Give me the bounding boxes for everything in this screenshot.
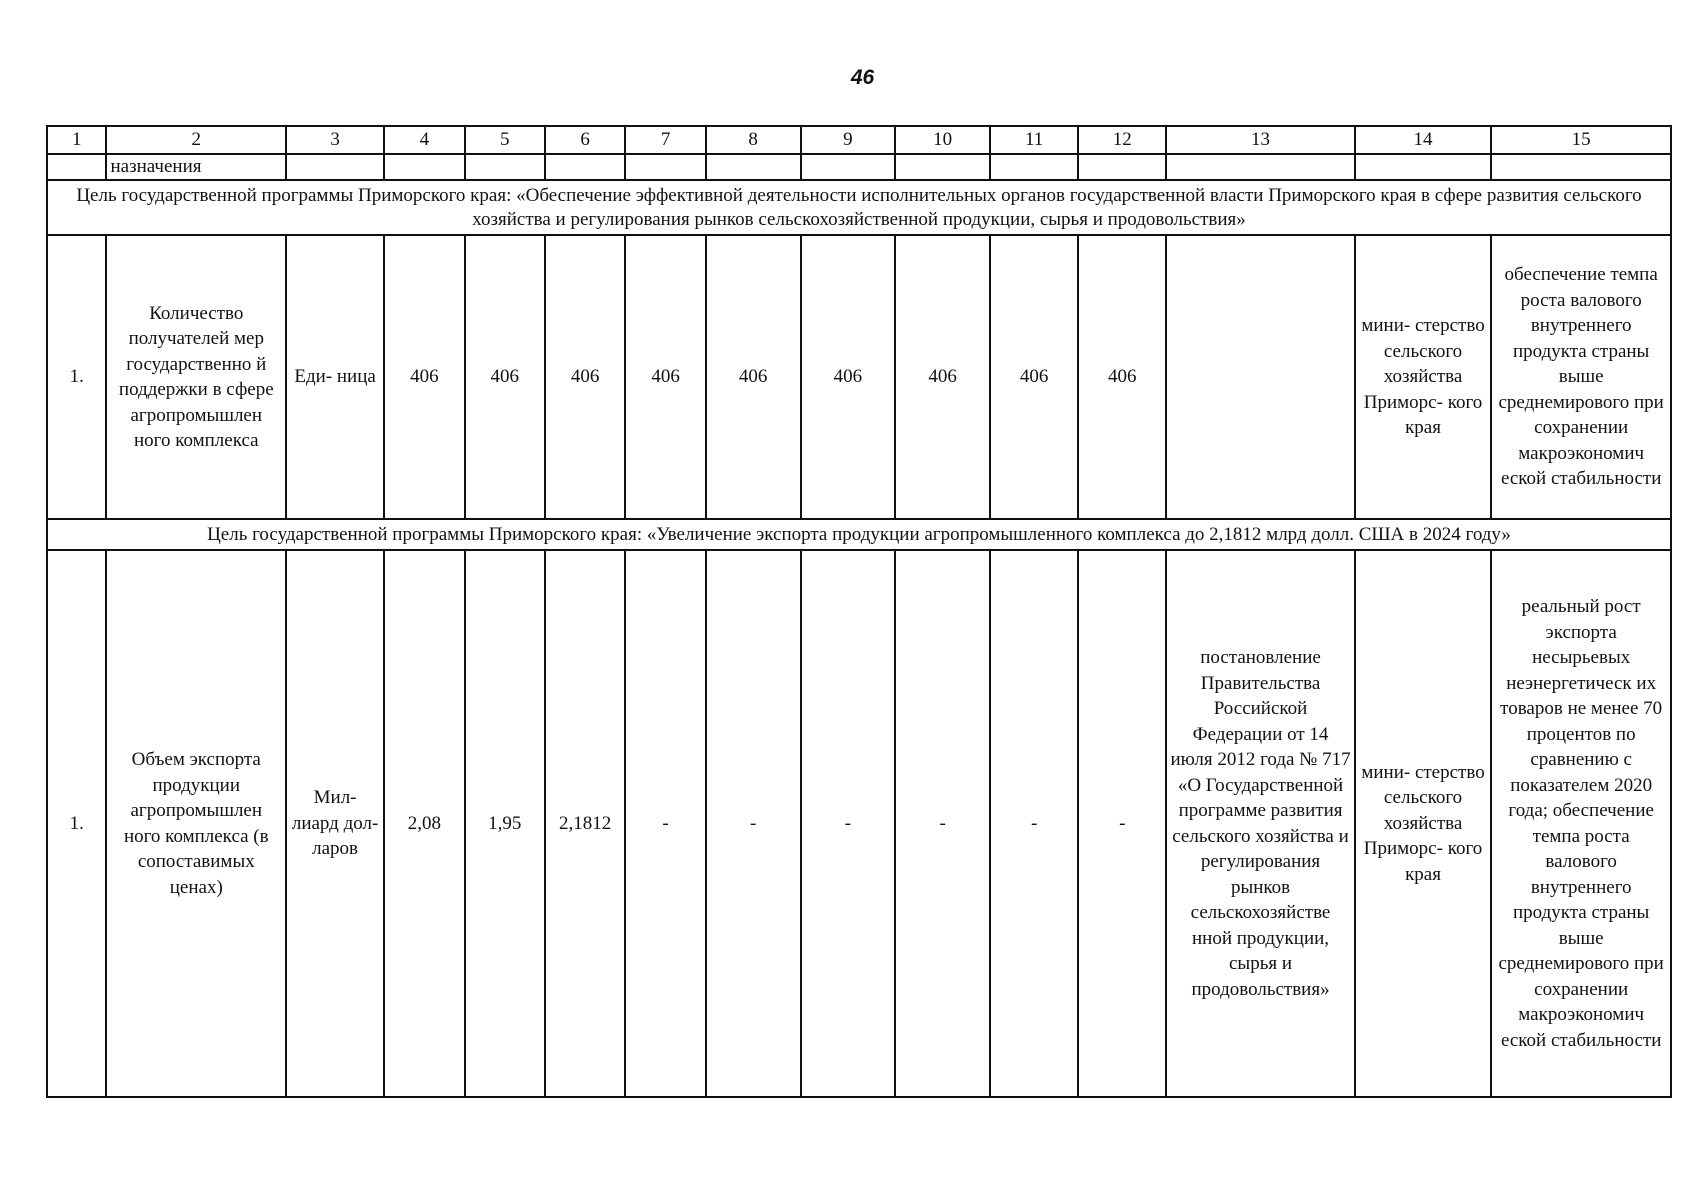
value-col-6: 406 [545, 235, 625, 519]
value-col-4: 2,08 [384, 550, 464, 1097]
col-num-10: 10 [895, 126, 990, 154]
page-number: 46 [850, 66, 875, 89]
value-col-9: 406 [801, 235, 896, 519]
col-num-15: 15 [1491, 126, 1671, 154]
value-col-10: 406 [895, 235, 990, 519]
empty-cell [895, 154, 990, 180]
empty-cell [990, 154, 1078, 180]
col-num-8: 8 [706, 126, 801, 154]
value-col-7: - [625, 550, 705, 1097]
col-num-14: 14 [1355, 126, 1492, 154]
value-col-4: 406 [384, 235, 464, 519]
indicator-row-2 [47, 550, 1671, 1097]
goal-row-1 [47, 180, 1671, 235]
value-col-11: - [990, 550, 1078, 1097]
value-col-12: - [1078, 550, 1166, 1097]
empty-cell [1078, 154, 1166, 180]
responsible-body: мини- стерство сельского хозяйства Приморс- кого края [1355, 550, 1492, 1097]
empty-cell [1166, 154, 1354, 180]
col-num-2: 2 [106, 126, 286, 154]
empty-cell [1491, 154, 1671, 180]
empty-cell [465, 154, 545, 180]
column-number-row [47, 126, 1671, 154]
indicators-table [46, 125, 1672, 1098]
continuation-row [47, 154, 1671, 180]
goal-1-text: Цель государственной программы Приморского края: «Обеспечение эффективной деятельности исполнительных органов государственной власти Приморского края в сфере развития сельского хозяйства и регулирования рынков сельскохозяйственной продукции, сырья и продовольствия» [47, 180, 1671, 235]
empty-cell [625, 154, 705, 180]
value-col-9: - [801, 550, 896, 1097]
col-num-7: 7 [625, 126, 705, 154]
national-goal-link: реальный рост экспорта несырьевых неэнергетическ их товаров не менее 70 процентов по сравнению с показателем 2020 года; обеспечение темпа роста валового внутреннего продукта страны выше среднемирового при сохранении макроэкономич еской стабильности [1491, 550, 1671, 1097]
empty-cell [545, 154, 625, 180]
unit-of-measure: Мил- лиард дол- ларов [286, 550, 384, 1097]
col-num-13: 13 [1166, 126, 1354, 154]
col-num-6: 6 [545, 126, 625, 154]
col-num-4: 4 [384, 126, 464, 154]
row-number: 1. [47, 235, 106, 519]
empty-cell [47, 154, 106, 180]
indicator-name: Объем экспорта продукции агропромышлен ного комплекса (в сопоставимых ценах) [106, 550, 286, 1097]
responsible-body: мини- стерство сельского хозяйства Приморс- кого края [1355, 235, 1492, 519]
value-col-12: 406 [1078, 235, 1166, 519]
value-col-8: - [706, 550, 801, 1097]
empty-cell [384, 154, 464, 180]
col-num-1: 1 [47, 126, 106, 154]
basis-document [1166, 235, 1354, 519]
indicator-row-1 [47, 235, 1671, 519]
goal-row-2 [47, 519, 1671, 550]
unit-of-measure: Еди- ница [286, 235, 384, 519]
national-goal-link: обеспечение темпа роста валового внутреннего продукта страны выше среднемирового при сохранении макроэкономич еской стабильности [1491, 235, 1671, 519]
value-col-6: 2,1812 [545, 550, 625, 1097]
empty-cell [286, 154, 384, 180]
col-num-5: 5 [465, 126, 545, 154]
value-col-8: 406 [706, 235, 801, 519]
continuation-text: назначения [106, 154, 286, 180]
empty-cell [706, 154, 801, 180]
empty-cell [1355, 154, 1492, 180]
goal-2-text: Цель государственной программы Приморского края: «Увеличение экспорта продукции агропромышленного комплекса до 2,1812 млрд долл. США в 2024 году» [47, 519, 1671, 550]
value-col-10: - [895, 550, 990, 1097]
value-col-11: 406 [990, 235, 1078, 519]
empty-cell [801, 154, 896, 180]
value-col-5: 406 [465, 235, 545, 519]
col-num-9: 9 [801, 126, 896, 154]
basis-document: постановление Правительства Российской Федерации от 14 июля 2012 года № 717 «О Государственной программе развития сельского хозяйства и регулирования рынков сельскохозяйстве нной продукции, сырья и продовольствия» [1166, 550, 1354, 1097]
col-num-11: 11 [990, 126, 1078, 154]
row-number: 1. [47, 550, 106, 1097]
value-col-5: 1,95 [465, 550, 545, 1097]
indicator-name: Количество получателей мер государственно й поддержки в сфере агропромышлен ного комплекса [106, 235, 286, 519]
value-col-7: 406 [625, 235, 705, 519]
col-num-3: 3 [286, 126, 384, 154]
col-num-12: 12 [1078, 126, 1166, 154]
